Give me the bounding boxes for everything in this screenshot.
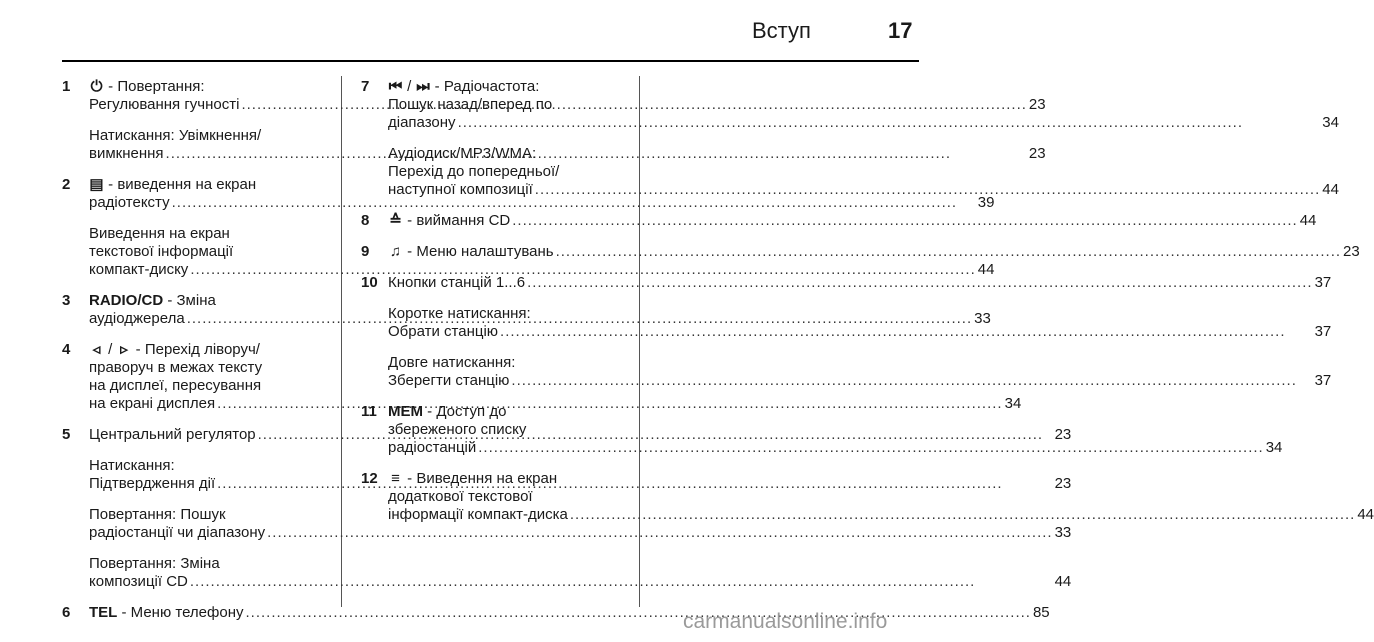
page-ref: 34: [1322, 114, 1339, 131]
entry-text: Аудіодиск/MP3/WMA:: [388, 145, 537, 162]
page-ref: 44: [1357, 506, 1374, 523]
entry-title: - Перехід ліворуч/: [131, 341, 260, 358]
page-ref: 33: [974, 310, 991, 327]
entry-text: Обрати станцію: [388, 323, 499, 340]
entry-number: 8: [361, 212, 370, 229]
entry-text: радіостанції чи діапазону: [89, 524, 266, 541]
entry-text: інформації компакт-диска: [388, 506, 568, 523]
entry-text: Кнопки станцій 1...6: [388, 274, 526, 291]
entry-title: - виведення на екран: [104, 176, 257, 193]
entry-8: [361, 212, 1317, 230]
page-ref: 44: [977, 261, 995, 278]
skip-forward-icon: ⏭: [416, 78, 430, 95]
entry-text: Повертання: Зміна: [89, 555, 220, 572]
entry-number: 9: [361, 243, 370, 260]
entry-text: радіотексту: [89, 194, 170, 211]
page-ref: 23: [1028, 96, 1046, 113]
entry-text: діапазону: [388, 114, 456, 131]
page-ref: 23: [1054, 475, 1072, 492]
power-icon: ⏻: [90, 78, 103, 95]
section-title: Вступ: [752, 18, 811, 43]
entry-text: - Меню телефону: [117, 604, 244, 621]
page-ref: 37: [1314, 323, 1332, 340]
page-ref: 37: [1314, 372, 1332, 389]
page-ref: 23: [1054, 426, 1072, 443]
entry-text: збереженого списку: [388, 421, 527, 438]
entry-number: 11: [361, 403, 377, 420]
radio-text-icon: ▤: [89, 176, 104, 193]
entry-text: Центральний регулятор: [89, 426, 256, 443]
entry-text: додаткової текстової: [388, 488, 533, 505]
entry-text: Підтвердження дії: [89, 475, 216, 492]
entry-separator: -: [104, 78, 118, 95]
page-ref: 85: [1032, 604, 1050, 621]
entry-title: - Доступ до: [423, 403, 507, 420]
entry-text: Перехід до попередньої/: [388, 163, 560, 180]
entry-text: наступної композиції: [388, 181, 533, 198]
entry-text: праворуч в межах тексту: [89, 359, 263, 376]
page-ref: 44: [1299, 212, 1317, 229]
entry-number: 2: [62, 176, 71, 193]
header-divider: [62, 60, 919, 62]
page-ref: 44: [1322, 181, 1339, 198]
entry-text: Натискання: Увімкнення/: [89, 127, 262, 144]
page-number: 17: [888, 18, 913, 43]
watermark: carmanualsonline.info: [683, 610, 888, 633]
arrow-right-icon: ▹: [120, 341, 128, 358]
entry-text: - виймання CD: [403, 212, 511, 229]
entry-separator: /: [104, 341, 117, 358]
entry-title: - Виведення на екран: [403, 470, 558, 487]
entry-text: композиції CD: [89, 573, 188, 590]
entry-title: - Радіочастота:: [430, 78, 540, 95]
entry-text: вимкнення: [89, 145, 164, 162]
entry-9: [361, 243, 1360, 261]
entry-text: Повертання: Пошук: [89, 506, 226, 523]
page-ref: 23: [1028, 145, 1046, 162]
entry-number: 12: [361, 470, 378, 487]
page-ref: 33: [1054, 524, 1072, 541]
page-ref: 23: [1343, 243, 1360, 260]
entry-number: 7: [361, 78, 370, 95]
entry-text: Зберегти станцію: [388, 372, 510, 389]
entry-text: аудіоджерела: [89, 310, 185, 327]
page-ref: 39: [977, 194, 995, 211]
entry-number: 6: [62, 604, 71, 621]
entry-number: 4: [62, 341, 71, 358]
page-ref: 44: [1054, 573, 1072, 590]
entry-title: - Зміна: [163, 292, 216, 309]
skip-back-icon: ⏮: [388, 78, 403, 95]
entry-text: Виведення на екран: [89, 225, 230, 242]
page-ref: 37: [1314, 274, 1332, 291]
entry-text: на дисплеї, пересування: [89, 377, 262, 394]
arrow-left-icon: ◃: [92, 341, 101, 358]
eject-icon: ≙: [389, 212, 402, 229]
entry-number: 1: [62, 78, 71, 95]
page-ref: 34: [1004, 395, 1022, 412]
entry-text: Коротке натискання:: [388, 305, 531, 322]
entry-number: 3: [62, 292, 71, 309]
mem-key: MEM: [388, 403, 423, 420]
entry-number: 5: [62, 426, 71, 443]
entry-text: Регулювання гучності: [89, 96, 240, 113]
entry-separator: /: [403, 78, 416, 95]
entry-text: текстової інформації: [89, 243, 234, 260]
entry-text: Натискання:: [89, 457, 175, 474]
entry-text: на екрані дисплея: [89, 395, 216, 412]
entry-text: радіостанцій: [388, 439, 477, 456]
info-text-icon: ≡: [391, 470, 400, 487]
entry-text: - Меню налаштувань: [403, 243, 554, 260]
entry-number: 10: [361, 274, 378, 291]
entry-title: Повертання:: [117, 78, 205, 95]
page-ref: 34: [1265, 439, 1283, 456]
settings-menu-icon: ♫: [389, 243, 402, 260]
entry-text: Довге натискання:: [388, 354, 516, 371]
tel-key: TEL: [89, 604, 118, 621]
radio-cd-key: RADIO/CD: [89, 292, 164, 309]
entry-text: Пошук назад/вперед по: [388, 96, 553, 113]
entry-text: компакт-диску: [89, 261, 189, 278]
